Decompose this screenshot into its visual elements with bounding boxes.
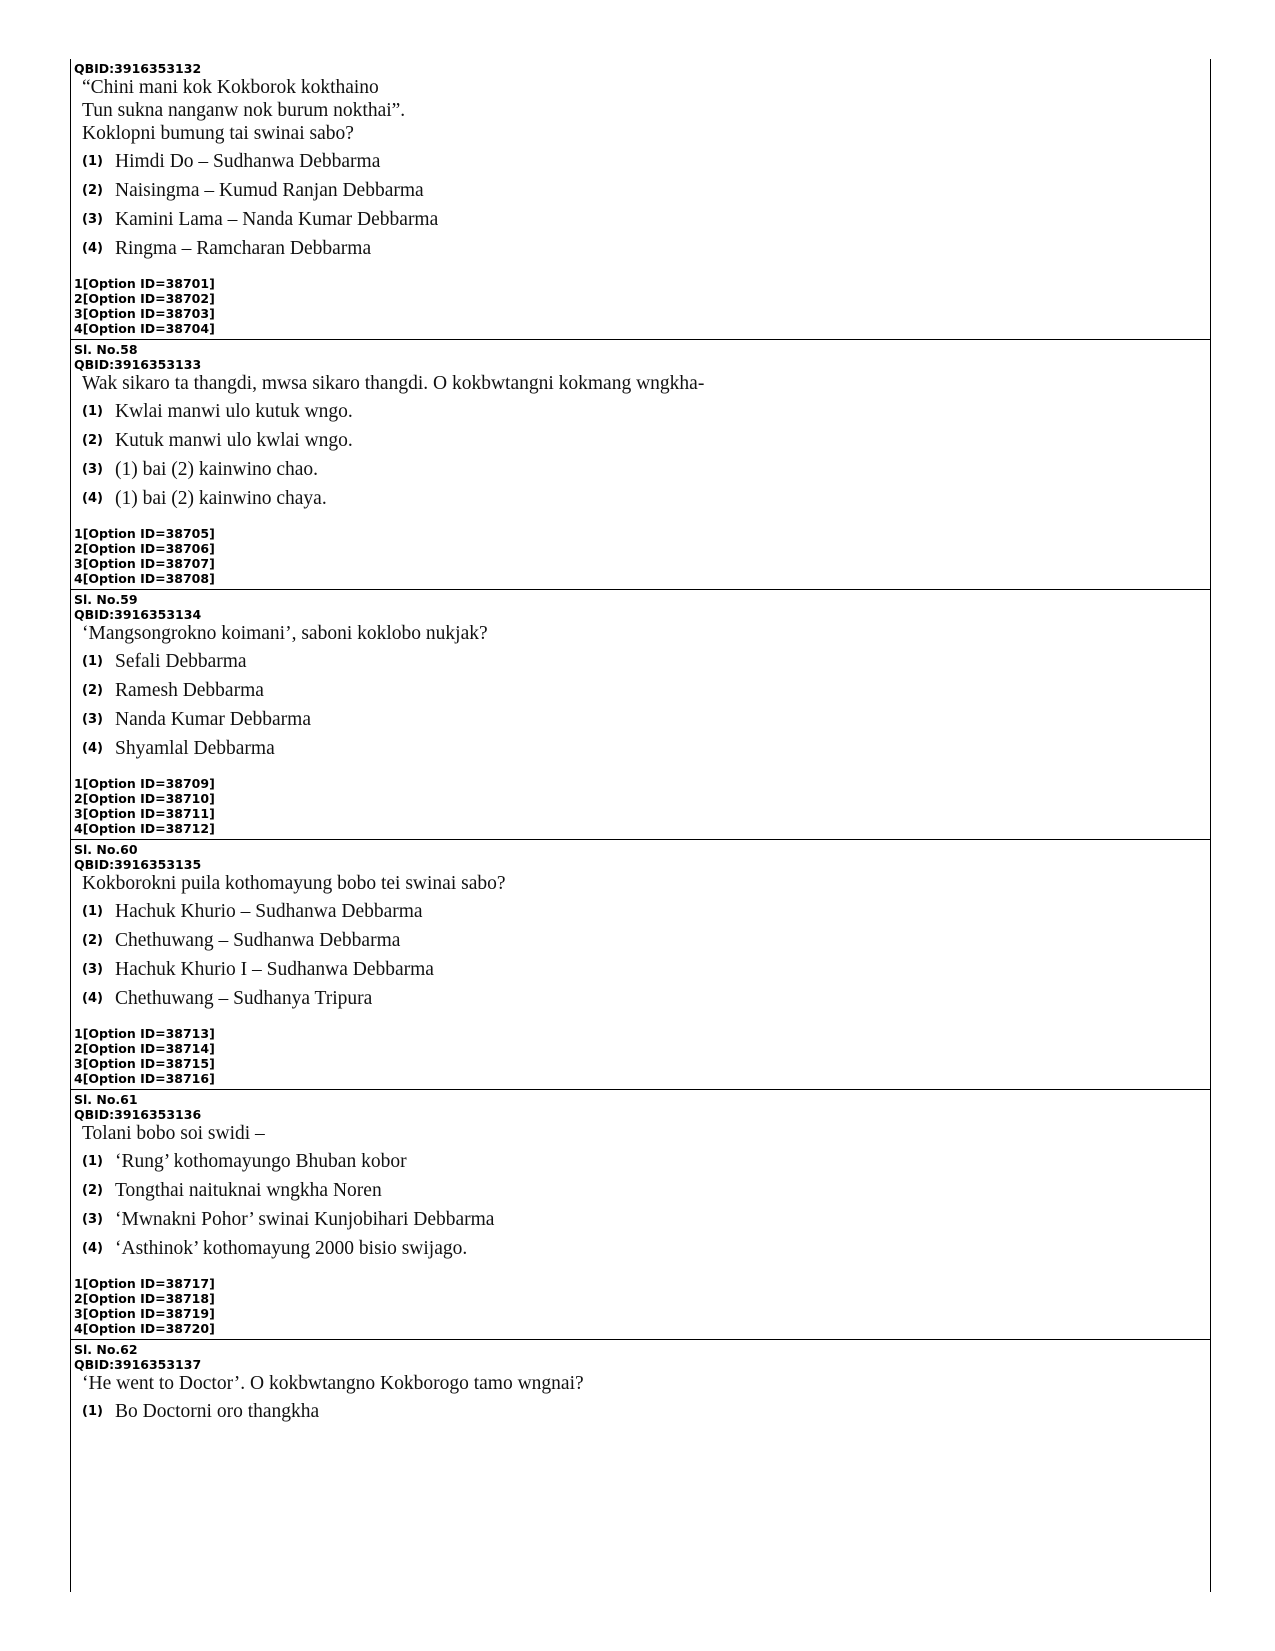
qbid-label: QBID:3916353136 — [74, 1107, 202, 1122]
option-number: (2) — [82, 1183, 103, 1198]
option-number: (2) — [82, 183, 103, 198]
option-list — [74, 397, 1210, 513]
option-text: ‘Asthinok’ kothomayung 2000 bisio swijago. — [115, 1237, 468, 1259]
option-text: Himdi Do – Sudhanwa Debbarma — [115, 150, 381, 172]
question-text: Wak sikaro ta thangdi, mwsa sikaro thangdi. O kokbwtangni kokmang wngkha- — [82, 373, 705, 394]
option-number: (1) — [82, 1154, 103, 1169]
option-id-list — [74, 276, 1210, 336]
option-row — [74, 734, 1210, 763]
option-number: (4) — [82, 241, 103, 256]
option-id: 3[Option ID=38719] — [74, 1306, 215, 1321]
option-id-list — [74, 1276, 1210, 1336]
option-text: Shyamlal Debbarma — [115, 737, 275, 759]
question-block — [71, 590, 1210, 840]
serial-number: Sl. No.59 — [74, 592, 138, 607]
option-id: 3[Option ID=38711] — [74, 806, 215, 821]
option-text: Hachuk Khurio I – Sudhanwa Debbarma — [115, 958, 434, 980]
question-block — [71, 1090, 1210, 1340]
qbid-label: QBID:3916353134 — [74, 607, 202, 622]
option-text: ‘Rung’ kothomayungo Bhuban kobor — [115, 1150, 407, 1172]
question-text: “Chini mani kok Kokborok kokthaino Tun sukna nanganw nok burum nokthai”. Koklopni bumung tai swinai sabo? — [82, 77, 406, 144]
question-block — [71, 340, 1210, 590]
option-text: ‘Mwnakni Pohor’ swinai Kunjobihari Debbarma — [115, 1208, 495, 1230]
serial-number: Sl. No.60 — [74, 842, 138, 857]
option-id: 1[Option ID=38713] — [74, 1026, 215, 1041]
option-row — [74, 647, 1210, 676]
option-text: (1) bai (2) kainwino chao. — [115, 458, 319, 480]
option-list — [74, 647, 1210, 763]
option-number: (4) — [82, 1241, 103, 1256]
option-text: Kwlai manwi ulo kutuk wngo. — [115, 400, 353, 422]
option-row — [74, 955, 1210, 984]
option-row — [74, 926, 1210, 955]
option-number: (4) — [82, 491, 103, 506]
option-text: Kamini Lama – Nanda Kumar Debbarma — [115, 208, 439, 230]
option-list — [74, 897, 1210, 1013]
option-id-list — [74, 1026, 1210, 1086]
option-number: (4) — [82, 991, 103, 1006]
option-id-list — [74, 776, 1210, 836]
option-text: Ringma – Ramcharan Debbarma — [115, 237, 372, 259]
question-block — [71, 59, 1210, 340]
option-text: Chethuwang – Sudhanya Tripura — [115, 987, 373, 1009]
serial-number: Sl. No.61 — [74, 1092, 138, 1107]
qbid-label: QBID:3916353135 — [74, 857, 202, 872]
option-text: Chethuwang – Sudhanwa Debbarma — [115, 929, 401, 951]
option-id: 4[Option ID=38720] — [74, 1321, 215, 1336]
option-text: Ramesh Debbarma — [115, 679, 264, 701]
option-id: 2[Option ID=38706] — [74, 541, 215, 556]
option-row — [74, 1176, 1210, 1205]
option-number: (1) — [82, 404, 103, 419]
option-text: Kutuk manwi ulo kwlai wngo. — [115, 429, 353, 451]
question-block — [71, 840, 1210, 1090]
option-number: (2) — [82, 933, 103, 948]
option-row — [74, 426, 1210, 455]
option-row — [74, 984, 1210, 1013]
option-row — [74, 147, 1210, 176]
option-number: (1) — [82, 904, 103, 919]
option-text: Nanda Kumar Debbarma — [115, 708, 311, 730]
option-number: (2) — [82, 433, 103, 448]
option-row — [74, 234, 1210, 263]
option-row — [74, 1205, 1210, 1234]
question-text: ‘Mangsongrokno koimani’, saboni koklobo nukjak? — [82, 623, 488, 644]
option-number: (1) — [82, 1404, 103, 1419]
option-id-list — [74, 526, 1210, 586]
option-row — [74, 1147, 1210, 1176]
option-id: 1[Option ID=38709] — [74, 776, 215, 791]
option-id: 1[Option ID=38701] — [74, 276, 215, 291]
qbid-label: QBID:3916353133 — [74, 357, 202, 372]
option-text: Sefali Debbarma — [115, 650, 247, 672]
option-list — [74, 1147, 1210, 1263]
option-number: (4) — [82, 741, 103, 756]
option-id: 3[Option ID=38707] — [74, 556, 215, 571]
option-row — [74, 705, 1210, 734]
qbid-label: QBID:3916353132 — [74, 61, 202, 76]
option-row — [74, 676, 1210, 705]
option-number: (3) — [82, 1212, 103, 1227]
option-row — [74, 205, 1210, 234]
option-text: Bo Doctorni oro thangkha — [115, 1400, 320, 1422]
option-row — [74, 1397, 1210, 1426]
option-text: Hachuk Khurio – Sudhanwa Debbarma — [115, 900, 423, 922]
option-id: 3[Option ID=38715] — [74, 1056, 215, 1071]
option-number: (3) — [82, 712, 103, 727]
option-id: 1[Option ID=38705] — [74, 526, 215, 541]
option-row — [74, 1234, 1210, 1263]
option-row — [74, 176, 1210, 205]
option-text: Tongthai naituknai wngkha Noren — [115, 1179, 382, 1201]
option-row — [74, 455, 1210, 484]
option-text: (1) bai (2) kainwino chaya. — [115, 487, 327, 509]
option-list — [74, 147, 1210, 263]
option-id: 2[Option ID=38702] — [74, 291, 215, 306]
option-id: 4[Option ID=38708] — [74, 571, 215, 586]
question-text: Kokborokni puila kothomayung bobo tei swinai sabo? — [82, 873, 506, 894]
option-id: 2[Option ID=38718] — [74, 1291, 215, 1306]
question-text: Tolani bobo soi swidi – — [82, 1123, 265, 1144]
option-number: (3) — [82, 462, 103, 477]
option-id: 3[Option ID=38703] — [74, 306, 215, 321]
option-list — [74, 1397, 1210, 1426]
serial-number: Sl. No.58 — [74, 342, 138, 357]
option-id: 4[Option ID=38712] — [74, 821, 215, 836]
option-number: (3) — [82, 212, 103, 227]
question-sheet — [70, 59, 1211, 1592]
option-id: 1[Option ID=38717] — [74, 1276, 215, 1291]
option-row — [74, 397, 1210, 426]
option-number: (1) — [82, 154, 103, 169]
qbid-label: QBID:3916353137 — [74, 1357, 202, 1372]
option-number: (2) — [82, 683, 103, 698]
option-row — [74, 897, 1210, 926]
question-text: ‘He went to Doctor’. O kokbwtangno Kokborogo tamo wngnai? — [82, 1373, 584, 1394]
option-id: 4[Option ID=38704] — [74, 321, 215, 336]
option-number: (1) — [82, 654, 103, 669]
option-id: 2[Option ID=38714] — [74, 1041, 215, 1056]
option-row — [74, 484, 1210, 513]
serial-number: Sl. No.62 — [74, 1342, 138, 1357]
option-text: Naisingma – Kumud Ranjan Debbarma — [115, 179, 424, 201]
option-id: 4[Option ID=38716] — [74, 1071, 215, 1086]
option-number: (3) — [82, 962, 103, 977]
option-id: 2[Option ID=38710] — [74, 791, 215, 806]
question-block — [71, 1340, 1210, 1429]
